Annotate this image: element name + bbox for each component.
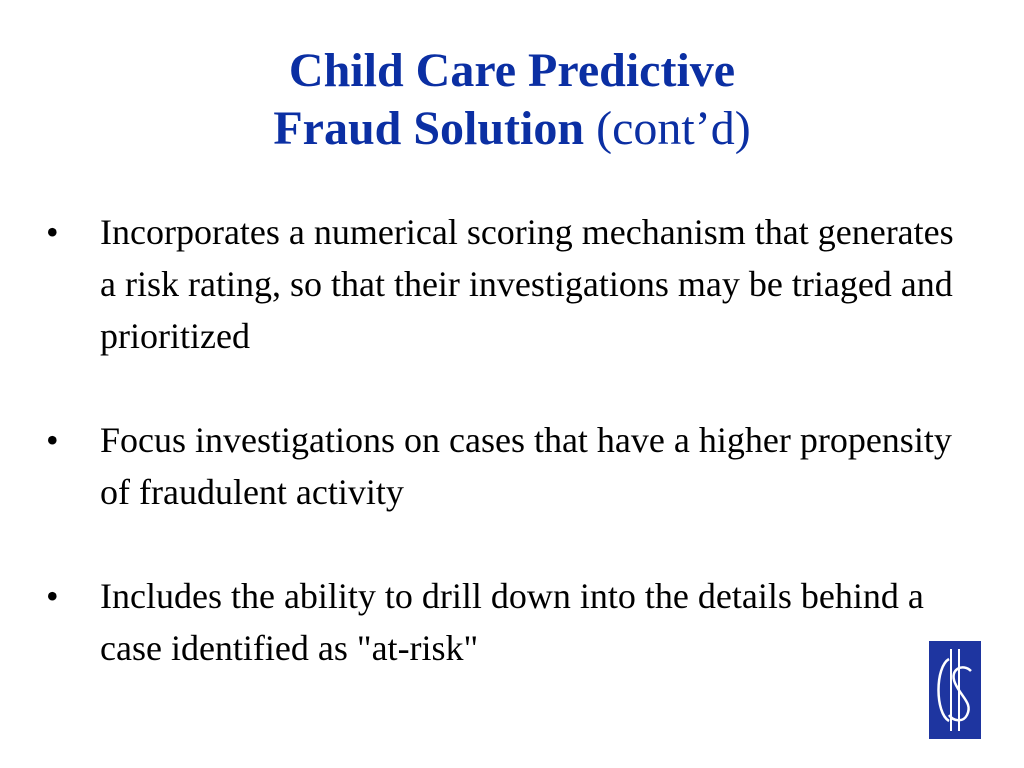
bullet-list xyxy=(46,206,976,726)
bullet-marker-icon: • xyxy=(46,420,59,460)
title-line-2 xyxy=(0,100,1024,158)
bullet-text: Incorporates a numerical scoring mechanism that generates a risk rating, so that their investigations may be triaged and prioritized xyxy=(100,212,954,356)
bullet-text: Focus investigations on cases that have a higher propensity of fraudulent activity xyxy=(100,420,952,512)
bullet-item xyxy=(46,414,976,518)
slide-title xyxy=(0,42,1024,158)
bullet-marker-icon: • xyxy=(46,576,59,616)
bullet-item xyxy=(46,206,976,362)
bullet-marker-icon: • xyxy=(46,212,59,252)
title-line-2-suffix: (cont’d) xyxy=(596,102,751,155)
bullet-item xyxy=(46,570,976,674)
title-line-2-bold: Fraud Solution xyxy=(273,102,585,155)
bullet-text: Includes the ability to drill down into the details behind a case identified as "at-risk" xyxy=(100,576,924,668)
title-line-1: Child Care Predictive xyxy=(288,44,736,97)
cs-monogram-logo-icon xyxy=(929,641,981,739)
